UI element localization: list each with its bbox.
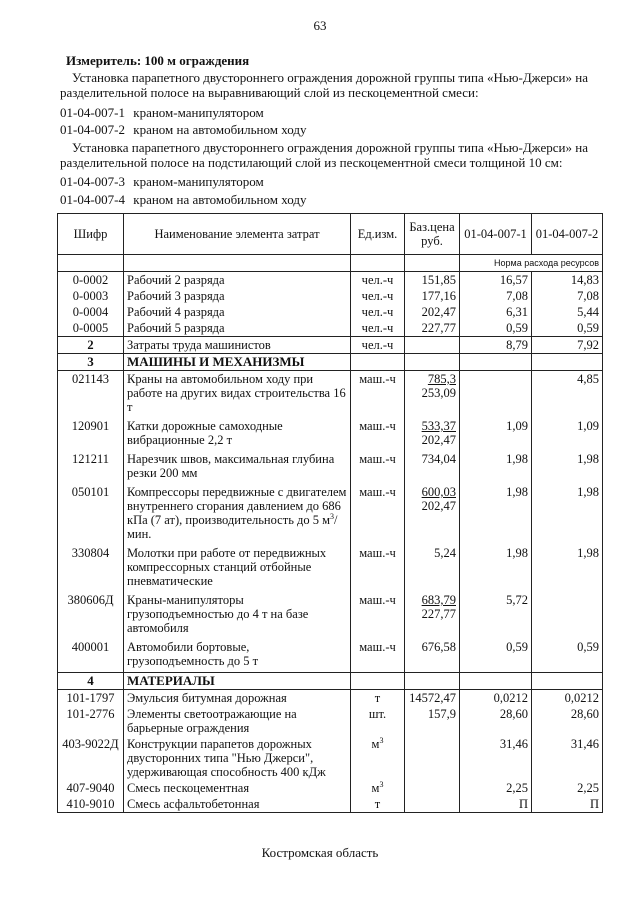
cell-name [124,545,351,592]
name-text: Компрессоры передвижные с двигателем внутреннего сгорания давлением до 686 кПа (7 ат), производительность до 5 м [127,485,347,527]
cell-code: 400001 [58,639,124,673]
cell-code: 330804 [58,545,124,592]
cell-name [124,418,351,451]
empty-cell [532,673,603,690]
cell-value-1: 1,98 [460,484,532,545]
section-code: 3 [58,354,124,371]
unit-superscript: 3 [379,779,384,789]
unit-text: т [374,797,381,811]
cell-code: 2 [58,337,124,354]
cell-value-2: 14,83 [532,272,603,289]
norm-label-row [58,255,603,272]
cell-value-1: 1,98 [460,451,532,484]
cell-value-1: 0,59 [460,639,532,673]
cell-name: Рабочий 5 разряда [124,320,351,337]
description-1: Установка парапетного двустороннего ограждения дорожной группы типа «Нью-Джерси» на разделительной полосе на выравнивающий слой из пескоцементной смеси: [60,70,588,100]
cell-name [124,592,351,639]
cell-value-2: 1,98 [532,451,603,484]
cell-price [405,780,460,796]
section-title: МАШИНЫ И МЕХАНИЗМЫ [124,354,351,371]
cell-unit: чел.-ч [351,272,405,289]
cell-code: 021143 [58,371,124,419]
cell-value-1: 5,72 [460,592,532,639]
resources-table [57,213,603,813]
cell-unit [351,780,405,796]
cell-code: 101-2776 [58,706,124,736]
meter-title: Измеритель: 100 м ограждения [66,53,250,68]
cell-unit: маш.-ч [351,418,405,451]
variant-text: краном на автомобильном ходу [133,192,307,207]
cell-code: 0-0005 [58,320,124,337]
price-main: 683,79 [421,593,456,607]
price-main: 5,24 [434,546,456,560]
section-code: 4 [58,673,124,690]
cell-value-1: 6,31 [460,304,532,320]
cell-value-2: 1,98 [532,484,603,545]
cell-value-2: 4,85 [532,371,603,419]
section-header [58,673,603,690]
cell-code: 407-9040 [58,780,124,796]
unit-superscript: 3 [379,735,384,745]
header-name: Наименование элемента затрат [124,214,351,255]
table-row [58,320,603,337]
cell-code: 403-9022Д [58,736,124,780]
cell-unit: чел.-ч [351,320,405,337]
empty-cell [351,354,405,371]
empty-cell [460,673,532,690]
unit-text: шт. [368,707,387,721]
cell-unit: чел.-ч [351,288,405,304]
header-col2: 01-04-007-2 [532,214,603,255]
name-text: Катки дорожные самоходные вибрационные 2,2 т [127,419,283,447]
cell-name: Конструкции парапетов дорожных двусторонних типа "Нью Джерси", удерживающая способность 400 кДж [124,736,351,780]
variant-code: 01-04-007-1 [60,105,125,120]
cell-value-2: 5,44 [532,304,603,320]
cell-value-2: 2,25 [532,780,603,796]
cell-name: Элементы светоотражающие на барьерные ограждения [124,706,351,736]
table-row [58,272,603,289]
section-title: МАТЕРИАЛЫ [124,673,351,690]
variant-code: 01-04-007-3 [60,174,125,189]
cell-value-1: П [460,796,532,813]
price-main: 676,58 [421,640,456,654]
cell-value-2: 0,59 [532,639,603,673]
cell-value-1: 8,79 [460,337,532,354]
cell-value-1: 1,09 [460,418,532,451]
cell-value-1: 16,57 [460,272,532,289]
price-main: 533,37 [421,419,456,433]
price-main: 600,03 [421,485,456,499]
cell-unit: маш.-ч [351,592,405,639]
name-superscript: 3 [330,511,335,521]
header-price: Баз.цена руб. [405,214,460,255]
empty-cell [460,354,532,371]
unit-text: м [371,781,380,795]
cell-price: 157,9 [405,706,460,736]
table-row [58,484,603,545]
header-unit: Ед.изм. [351,214,405,255]
cell-value-2 [532,592,603,639]
cell-price [405,451,460,484]
cell-code: 120901 [58,418,124,451]
variant-text: краном-манипулятором [133,174,264,189]
cell-price [405,736,460,780]
header-code: Шифр [58,214,124,255]
table-row [58,706,603,736]
table-row [58,780,603,796]
empty-cell [351,673,405,690]
cell-code: 0-0002 [58,272,124,289]
cell-value-2: 0,0212 [532,690,603,707]
cell-price: 177,16 [405,288,460,304]
cell-unit: чел.-ч [351,337,405,354]
cell-value-1 [460,371,532,419]
empty-cell [405,354,460,371]
cell-unit: маш.-ч [351,451,405,484]
name-text: Нарезчик швов, максимальная глубина резки 200 мм [127,452,335,480]
table-header-row [58,214,603,255]
cell-name [124,484,351,545]
empty-cell [405,673,460,690]
cell-name: Рабочий 3 разряда [124,288,351,304]
cell-unit: чел.-ч [351,304,405,320]
price-secondary: 202,47 [421,433,456,447]
cell-name [124,451,351,484]
variant-row [60,192,307,208]
cell-value-2: 7,92 [532,337,603,354]
header-col1: 01-04-007-1 [460,214,532,255]
cell-price [405,418,460,451]
table-row [58,288,603,304]
table-row [58,371,603,419]
cell-value-2: 28,60 [532,706,603,736]
cell-price [405,796,460,813]
price-secondary: 253,09 [421,386,456,400]
cell-price: 227,77 [405,320,460,337]
cell-name: Рабочий 2 разряда [124,272,351,289]
cell-unit [351,690,405,707]
cell-name: Смесь асфальтобетонная [124,796,351,813]
cell-value-1: 7,08 [460,288,532,304]
cell-value-1: 31,46 [460,736,532,780]
cell-value-2: 1,98 [532,545,603,592]
cell-name: Рабочий 4 разряда [124,304,351,320]
cell-price [405,592,460,639]
table-row [58,418,603,451]
norm-label: Норма расхода ресурсов [460,255,603,272]
page-number: 63 [313,18,327,33]
unit-text: т [374,691,381,705]
variant-code: 01-04-007-2 [60,122,125,137]
cell-value-2: 0,59 [532,320,603,337]
table-row [58,796,603,813]
cell-code: 121211 [58,451,124,484]
cell-code: 410-9010 [58,796,124,813]
cell-unit [351,706,405,736]
cell-price [405,639,460,673]
variant-text: краном на автомобильном ходу [133,122,307,137]
cell-price [405,337,460,354]
cell-value-2: П [532,796,603,813]
cell-name: Эмульсия битумная дорожная [124,690,351,707]
cell-value-2: 31,46 [532,736,603,780]
cell-price [405,545,460,592]
cell-unit [351,736,405,780]
table-row [58,451,603,484]
table-row [58,304,603,320]
cell-code: 0-0003 [58,288,124,304]
table-row-machinists [58,337,603,354]
price-secondary: 202,47 [421,499,456,513]
variant-text: краном-манипулятором [133,105,264,120]
cell-price [405,371,460,419]
cell-unit: маш.-ч [351,484,405,545]
description-2: Установка парапетного двустороннего ограждения дорожной группы типа «Нью-Джерси» на разделительной полосе на подстилающий слой из пескоцементной смеси толщиной 10 см: [60,140,588,170]
cell-unit: маш.-ч [351,545,405,592]
table-row [58,545,603,592]
cell-value-1: 0,59 [460,320,532,337]
cell-price: 202,47 [405,304,460,320]
variant-code: 01-04-007-4 [60,192,125,207]
cell-code: 101-1797 [58,690,124,707]
cell-value-1: 28,60 [460,706,532,736]
unit-text: м [371,737,380,751]
name-text: Краны на автомобильном ходу при работе на других видах строительства 16 т [127,372,346,414]
table-row [58,690,603,707]
cell-value-1: 2,25 [460,780,532,796]
cell-price [405,484,460,545]
cell-value-2: 1,09 [532,418,603,451]
price-main: 734,04 [421,452,456,466]
cell-price: 14572,47 [405,690,460,707]
name-text: Молотки при работе от передвижных компрессорных станций отбойные пневматические [127,546,327,588]
cell-price: 151,85 [405,272,460,289]
price-secondary: 227,77 [421,607,456,621]
cell-code: 0-0004 [58,304,124,320]
variant-row [60,105,264,121]
cell-unit: маш.-ч [351,639,405,673]
cell-name: Смесь пескоцементная [124,780,351,796]
footer-region: Костромская область [261,845,379,860]
section-header [58,354,603,371]
cell-value-1: 1,98 [460,545,532,592]
cell-name: Затраты труда машинистов [124,337,351,354]
empty-cell [532,354,603,371]
price-main: 785,3 [427,372,456,386]
table-row [58,592,603,639]
cell-value-1: 0,0212 [460,690,532,707]
cell-name [124,639,351,673]
variant-row [60,122,307,138]
cell-name [124,371,351,419]
cell-code: 050101 [58,484,124,545]
cell-unit: маш.-ч [351,371,405,419]
table-row [58,736,603,780]
name-tail: /мин. [127,513,338,541]
table-row [58,639,603,673]
cell-value-2: 7,08 [532,288,603,304]
name-text: Автомобили бортовые, грузоподъемность до 5 т [127,640,259,668]
variant-row [60,174,264,190]
cell-unit [351,796,405,813]
cell-code: 380606Д [58,592,124,639]
name-text: Краны-манипуляторы грузоподъемностью до 4 т на базе автомобиля [127,593,309,635]
